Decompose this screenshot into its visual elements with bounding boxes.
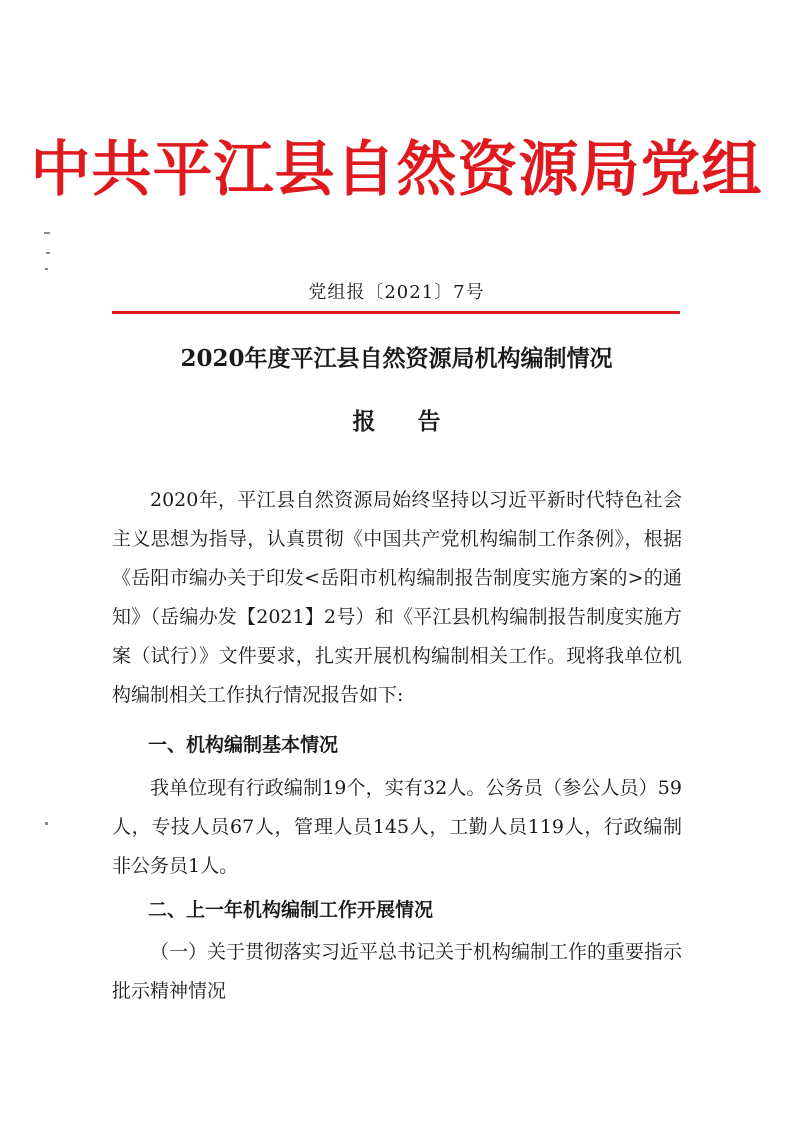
report-title: 2020年度平江县自然资源局机构编制情况 <box>180 345 613 372</box>
report-title-subline: 报告 <box>352 408 483 435</box>
scan-mark <box>46 252 50 254</box>
scan-mark <box>44 232 50 234</box>
red-divider <box>112 311 680 314</box>
section-heading-1: 一、机构编制基本情况 <box>148 734 339 756</box>
intro-paragraph: 2020年，平江县自然资源局始终坚持以习近平新时代特色社会主义思想为指导，认真贯彻《中国共产党机构编制工作条例》，根据《岳阳市编办关于印发<岳阳市机构编制报告制度实施方案的>的通知》（岳编办发【2021】2号）和《平江县机构编制报告制度实施方案（试行）》文件要求，扎实开展机构编制相关工作。现将我单位机构编制相关工作执行情况报告如下: <box>112 489 682 706</box>
subsection-1-paragraph: （一）关于贯彻落实习近平总书记关于机构编制工作的重要指示批示精神情况 <box>112 941 683 1002</box>
masthead-title: 中共平江县自然资源局党组 <box>30 135 763 205</box>
section-1-paragraph: 我单位现有行政编制19个，实有32人。公务员（参公人员）59人，专技人员67人，管理人员145人，工勤人员119人，行政编制非公务员1人。 <box>112 777 682 877</box>
section-heading-2: 二、上一年机构编制工作开展情况 <box>148 899 434 921</box>
document-number: 党组报〔2021〕7号 <box>308 282 485 303</box>
scan-mark <box>45 822 48 825</box>
scan-mark <box>45 268 48 270</box>
